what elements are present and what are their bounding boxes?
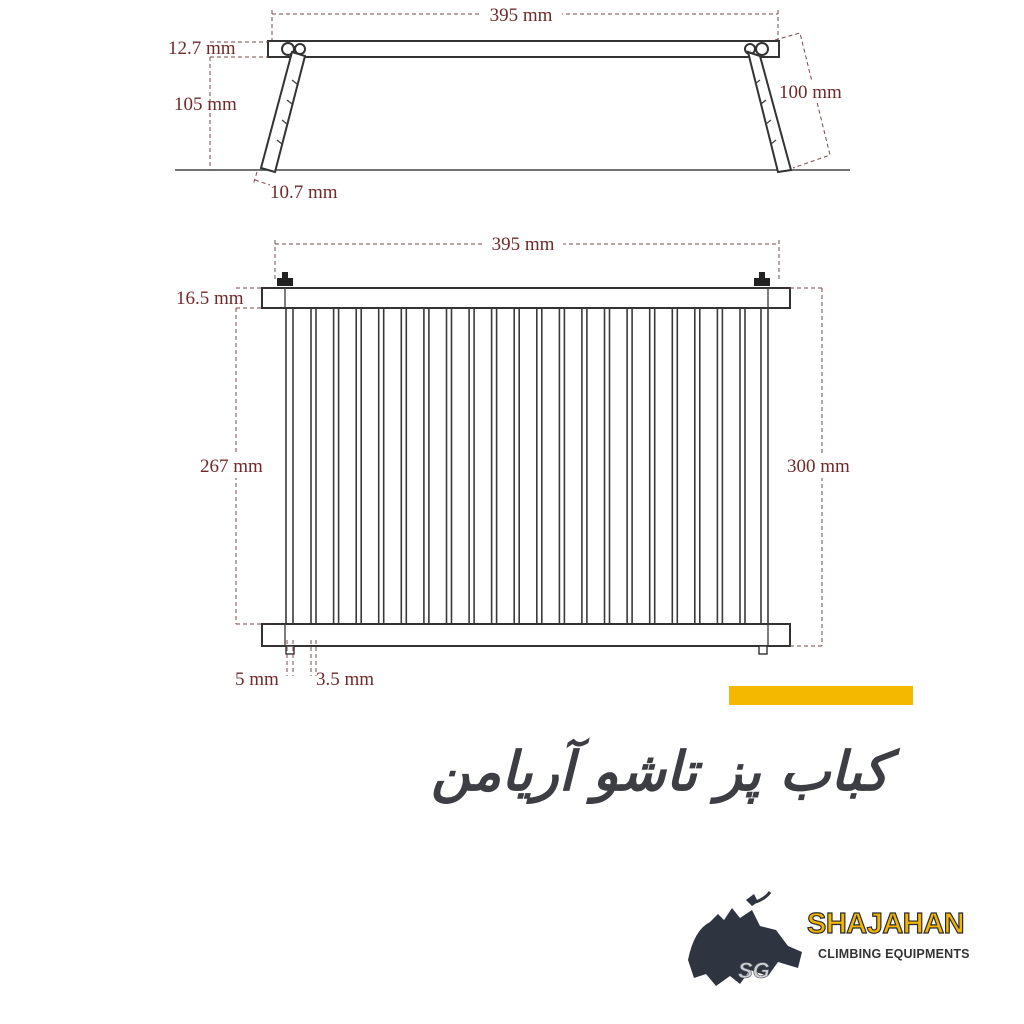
- brand-name: SHAJAHAN: [807, 908, 965, 940]
- top-view: [176, 232, 864, 690]
- grill-rod: [379, 300, 384, 630]
- leg-width-label: 10.7 mm: [270, 182, 338, 203]
- top-end-bar: [262, 288, 790, 308]
- grill-rod: [672, 300, 677, 630]
- right-leg: [748, 52, 791, 172]
- height-label: 105 mm: [174, 94, 237, 115]
- grill-rod: [311, 300, 316, 630]
- grill-rod: [492, 300, 497, 630]
- grill-rod-label: 3.5 mm: [316, 669, 375, 690]
- grill-rod: [424, 300, 429, 630]
- grill-rod: [717, 300, 722, 630]
- inner-length-label: 267 mm: [200, 456, 263, 477]
- grill-rod: [695, 300, 700, 630]
- grill-rod: [627, 300, 632, 630]
- grill-rods: [311, 300, 745, 630]
- grill-rod: [537, 300, 542, 630]
- grill-rod: [582, 300, 587, 630]
- grill-rod: [401, 300, 406, 630]
- end-rod-label: 5 mm: [235, 669, 279, 690]
- grill-rod: [740, 300, 745, 630]
- brand-logo-block: [680, 890, 1000, 990]
- grill-rod: [469, 300, 474, 630]
- left-wing-nut: [277, 272, 293, 286]
- grill-rod: [356, 300, 361, 630]
- top-width-label: 395 mm: [491, 234, 555, 255]
- leg-length-label: 100 mm: [779, 82, 842, 103]
- grill-rod: [514, 300, 519, 630]
- climber-logo-icon: [680, 890, 810, 990]
- right-wing-nut: [754, 272, 770, 286]
- side-width-label: 395 mm: [489, 5, 553, 26]
- product-title: کباب پز تاشو آریامن: [431, 740, 889, 803]
- grill-rod: [559, 300, 564, 630]
- grill-rod: [447, 300, 452, 630]
- grill-rod: [334, 300, 339, 630]
- side-top-bar: [268, 41, 779, 57]
- bottom-end-bar: [262, 624, 790, 646]
- left-leg: [261, 52, 305, 172]
- monogram: SG: [738, 958, 770, 983]
- bar-thickness-label: 12.7 mm: [168, 38, 236, 59]
- side-view: [168, 3, 856, 203]
- accent-bar: [729, 686, 913, 705]
- grill-rod: [605, 300, 610, 630]
- end-bar-label: 16.5 mm: [176, 288, 244, 309]
- outer-length-label: 300 mm: [787, 456, 850, 477]
- brand-subtitle: CLIMBING EQUIPMENTS: [818, 947, 970, 961]
- grill-rod: [650, 300, 655, 630]
- right-end-rod: [761, 300, 768, 630]
- left-end-rod: [286, 300, 293, 630]
